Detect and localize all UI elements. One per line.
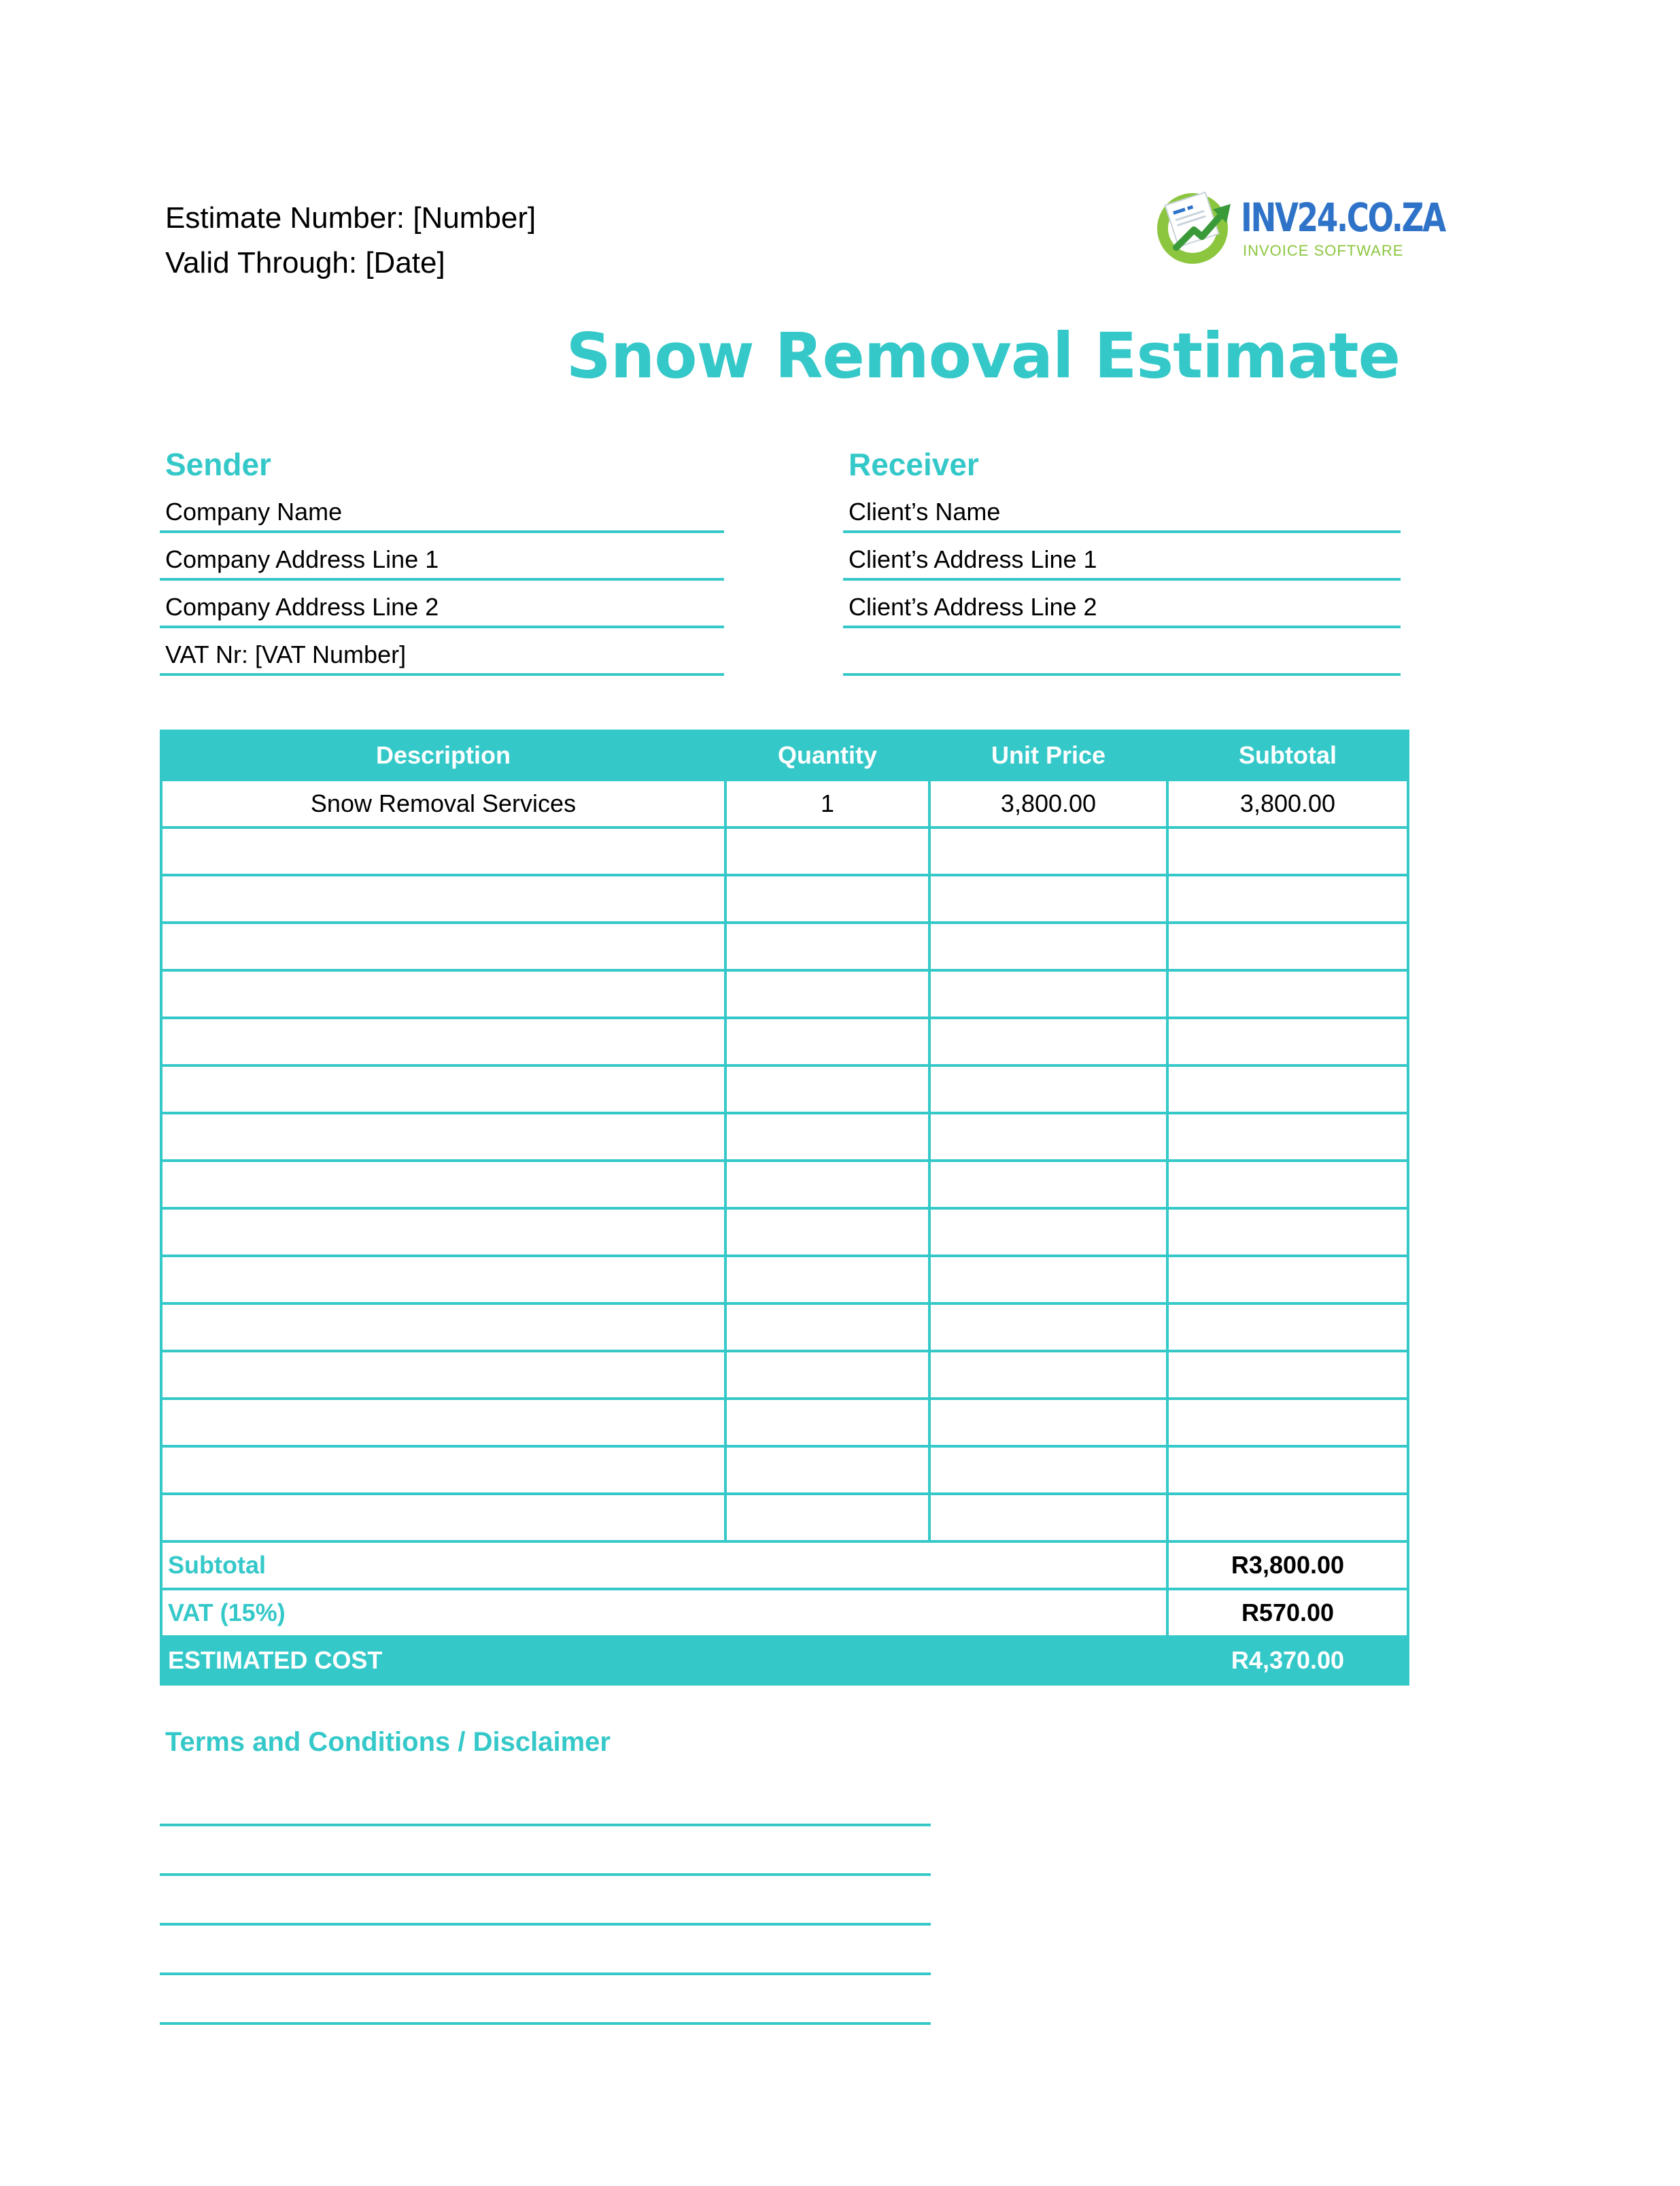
item-quantity bbox=[725, 1018, 929, 1065]
logo-brand-text: INV24.CO.ZA bbox=[1241, 194, 1445, 241]
item-description bbox=[161, 970, 725, 1018]
estimate-meta bbox=[165, 196, 536, 286]
item-quantity bbox=[725, 1208, 929, 1256]
page-title: Snow Removal Estimate bbox=[566, 320, 1400, 392]
item-unit-price bbox=[929, 1113, 1167, 1161]
item-quantity: 1 bbox=[725, 780, 929, 827]
item-quantity bbox=[725, 1303, 929, 1351]
estimated-cost-row bbox=[161, 1637, 1408, 1684]
item-description bbox=[161, 1208, 725, 1256]
item-unit-price bbox=[929, 1256, 1167, 1303]
item-quantity bbox=[725, 1161, 929, 1208]
item-quantity bbox=[725, 1399, 929, 1446]
vat-row bbox=[161, 1589, 1408, 1637]
item-description bbox=[161, 1256, 725, 1303]
item-description bbox=[161, 1399, 725, 1446]
subtotal-label: Subtotal bbox=[161, 1541, 1167, 1589]
item-description bbox=[161, 1065, 725, 1113]
column-header-subtotal: Subtotal bbox=[1167, 731, 1408, 780]
item-description bbox=[161, 875, 725, 923]
item-quantity bbox=[725, 1113, 929, 1161]
item-description bbox=[161, 923, 725, 970]
terms-line bbox=[160, 1824, 931, 1826]
item-subtotal bbox=[1167, 1208, 1408, 1256]
vat-value: R570.00 bbox=[1167, 1589, 1408, 1637]
vat-label: VAT (15%) bbox=[161, 1589, 1167, 1637]
item-unit-price bbox=[929, 1494, 1167, 1541]
item-quantity bbox=[725, 1256, 929, 1303]
item-subtotal bbox=[1167, 923, 1408, 970]
item-subtotal bbox=[1167, 970, 1408, 1018]
item-description bbox=[161, 827, 725, 875]
item-subtotal bbox=[1167, 1065, 1408, 1113]
item-subtotal bbox=[1167, 1303, 1408, 1351]
table-row bbox=[161, 1494, 1408, 1541]
item-unit-price bbox=[929, 1303, 1167, 1351]
column-header-unit-price: Unit Price bbox=[929, 731, 1167, 780]
subtotal-row bbox=[161, 1541, 1408, 1589]
table-row bbox=[161, 875, 1408, 923]
receiver-heading: Receiver bbox=[848, 447, 979, 482]
terms-line bbox=[160, 1923, 931, 1926]
item-unit-price bbox=[929, 1399, 1167, 1446]
item-quantity bbox=[725, 827, 929, 875]
table-row bbox=[161, 1446, 1408, 1494]
estimate-number: Estimate Number: [Number] bbox=[165, 201, 536, 235]
table-row bbox=[161, 780, 1408, 827]
sender-block bbox=[160, 443, 724, 676]
company-logo bbox=[1156, 188, 1445, 267]
item-unit-price bbox=[929, 923, 1167, 970]
item-quantity bbox=[725, 923, 929, 970]
table-row bbox=[161, 1303, 1408, 1351]
terms-line bbox=[160, 2022, 931, 2025]
item-description bbox=[161, 1018, 725, 1065]
table-row bbox=[161, 1399, 1408, 1446]
table-row bbox=[161, 827, 1408, 875]
table-row bbox=[161, 1208, 1408, 1256]
table-header-row bbox=[161, 731, 1408, 780]
sender-company-name: Company Name bbox=[160, 485, 724, 533]
receiver-address-line-2: Client’s Address Line 2 bbox=[843, 581, 1401, 628]
column-header-description: Description bbox=[161, 731, 725, 780]
table-row bbox=[161, 970, 1408, 1018]
item-unit-price bbox=[929, 875, 1167, 923]
item-quantity bbox=[725, 1446, 929, 1494]
item-quantity bbox=[725, 1351, 929, 1399]
item-unit-price bbox=[929, 827, 1167, 875]
item-unit-price bbox=[929, 1208, 1167, 1256]
column-header-quantity: Quantity bbox=[725, 731, 929, 780]
table-row bbox=[161, 1113, 1408, 1161]
estimated-cost-value: R4,370.00 bbox=[1167, 1637, 1408, 1684]
item-unit-price bbox=[929, 1018, 1167, 1065]
line-items-table bbox=[160, 730, 1409, 1686]
sender-address-line-2: Company Address Line 2 bbox=[160, 581, 724, 628]
item-subtotal bbox=[1167, 1351, 1408, 1399]
sender-heading: Sender bbox=[165, 447, 271, 482]
table-row bbox=[161, 1161, 1408, 1208]
receiver-client-name: Client’s Name bbox=[843, 485, 1401, 533]
item-unit-price bbox=[929, 1161, 1167, 1208]
terms-line bbox=[160, 1972, 931, 1975]
logo-tagline: INVOICE SOFTWARE bbox=[1243, 242, 1404, 259]
item-unit-price: 3,800.00 bbox=[929, 780, 1167, 827]
item-subtotal bbox=[1167, 1018, 1408, 1065]
item-subtotal: 3,800.00 bbox=[1167, 780, 1408, 827]
item-quantity bbox=[725, 970, 929, 1018]
receiver-address-line-1: Client’s Address Line 1 bbox=[843, 533, 1401, 581]
subtotal-value: R3,800.00 bbox=[1167, 1541, 1408, 1589]
table-row bbox=[161, 1256, 1408, 1303]
item-subtotal bbox=[1167, 875, 1408, 923]
item-description bbox=[161, 1494, 725, 1541]
item-subtotal bbox=[1167, 1161, 1408, 1208]
item-description bbox=[161, 1446, 725, 1494]
table-row bbox=[161, 1065, 1408, 1113]
receiver-block bbox=[843, 443, 1401, 676]
item-subtotal bbox=[1167, 1399, 1408, 1446]
item-subtotal bbox=[1167, 1446, 1408, 1494]
item-unit-price bbox=[929, 1065, 1167, 1113]
table-row bbox=[161, 923, 1408, 970]
item-description bbox=[161, 1303, 725, 1351]
item-unit-price bbox=[929, 1351, 1167, 1399]
item-quantity bbox=[725, 1494, 929, 1541]
valid-through: Valid Through: [Date] bbox=[165, 246, 445, 279]
item-description bbox=[161, 1113, 725, 1161]
item-unit-price bbox=[929, 1446, 1167, 1494]
item-description bbox=[161, 1351, 725, 1399]
terms-line bbox=[160, 1873, 931, 1876]
item-description bbox=[161, 1161, 725, 1208]
item-subtotal bbox=[1167, 1113, 1408, 1161]
receiver-blank-line bbox=[843, 628, 1401, 676]
invoice-arrow-logo-icon bbox=[1156, 188, 1236, 267]
item-subtotal bbox=[1167, 827, 1408, 875]
item-subtotal bbox=[1167, 1494, 1408, 1541]
estimated-cost-label: ESTIMATED COST bbox=[161, 1637, 1167, 1684]
table-row bbox=[161, 1351, 1408, 1399]
item-quantity bbox=[725, 1065, 929, 1113]
terms-heading: Terms and Conditions / Disclaimer bbox=[165, 1727, 611, 1757]
table-row bbox=[161, 1018, 1408, 1065]
sender-vat-number: VAT Nr: [VAT Number] bbox=[160, 628, 724, 676]
item-subtotal bbox=[1167, 1256, 1408, 1303]
item-quantity bbox=[725, 875, 929, 923]
sender-address-line-1: Company Address Line 1 bbox=[160, 533, 724, 581]
item-description: Snow Removal Services bbox=[161, 780, 725, 827]
item-unit-price bbox=[929, 970, 1167, 1018]
